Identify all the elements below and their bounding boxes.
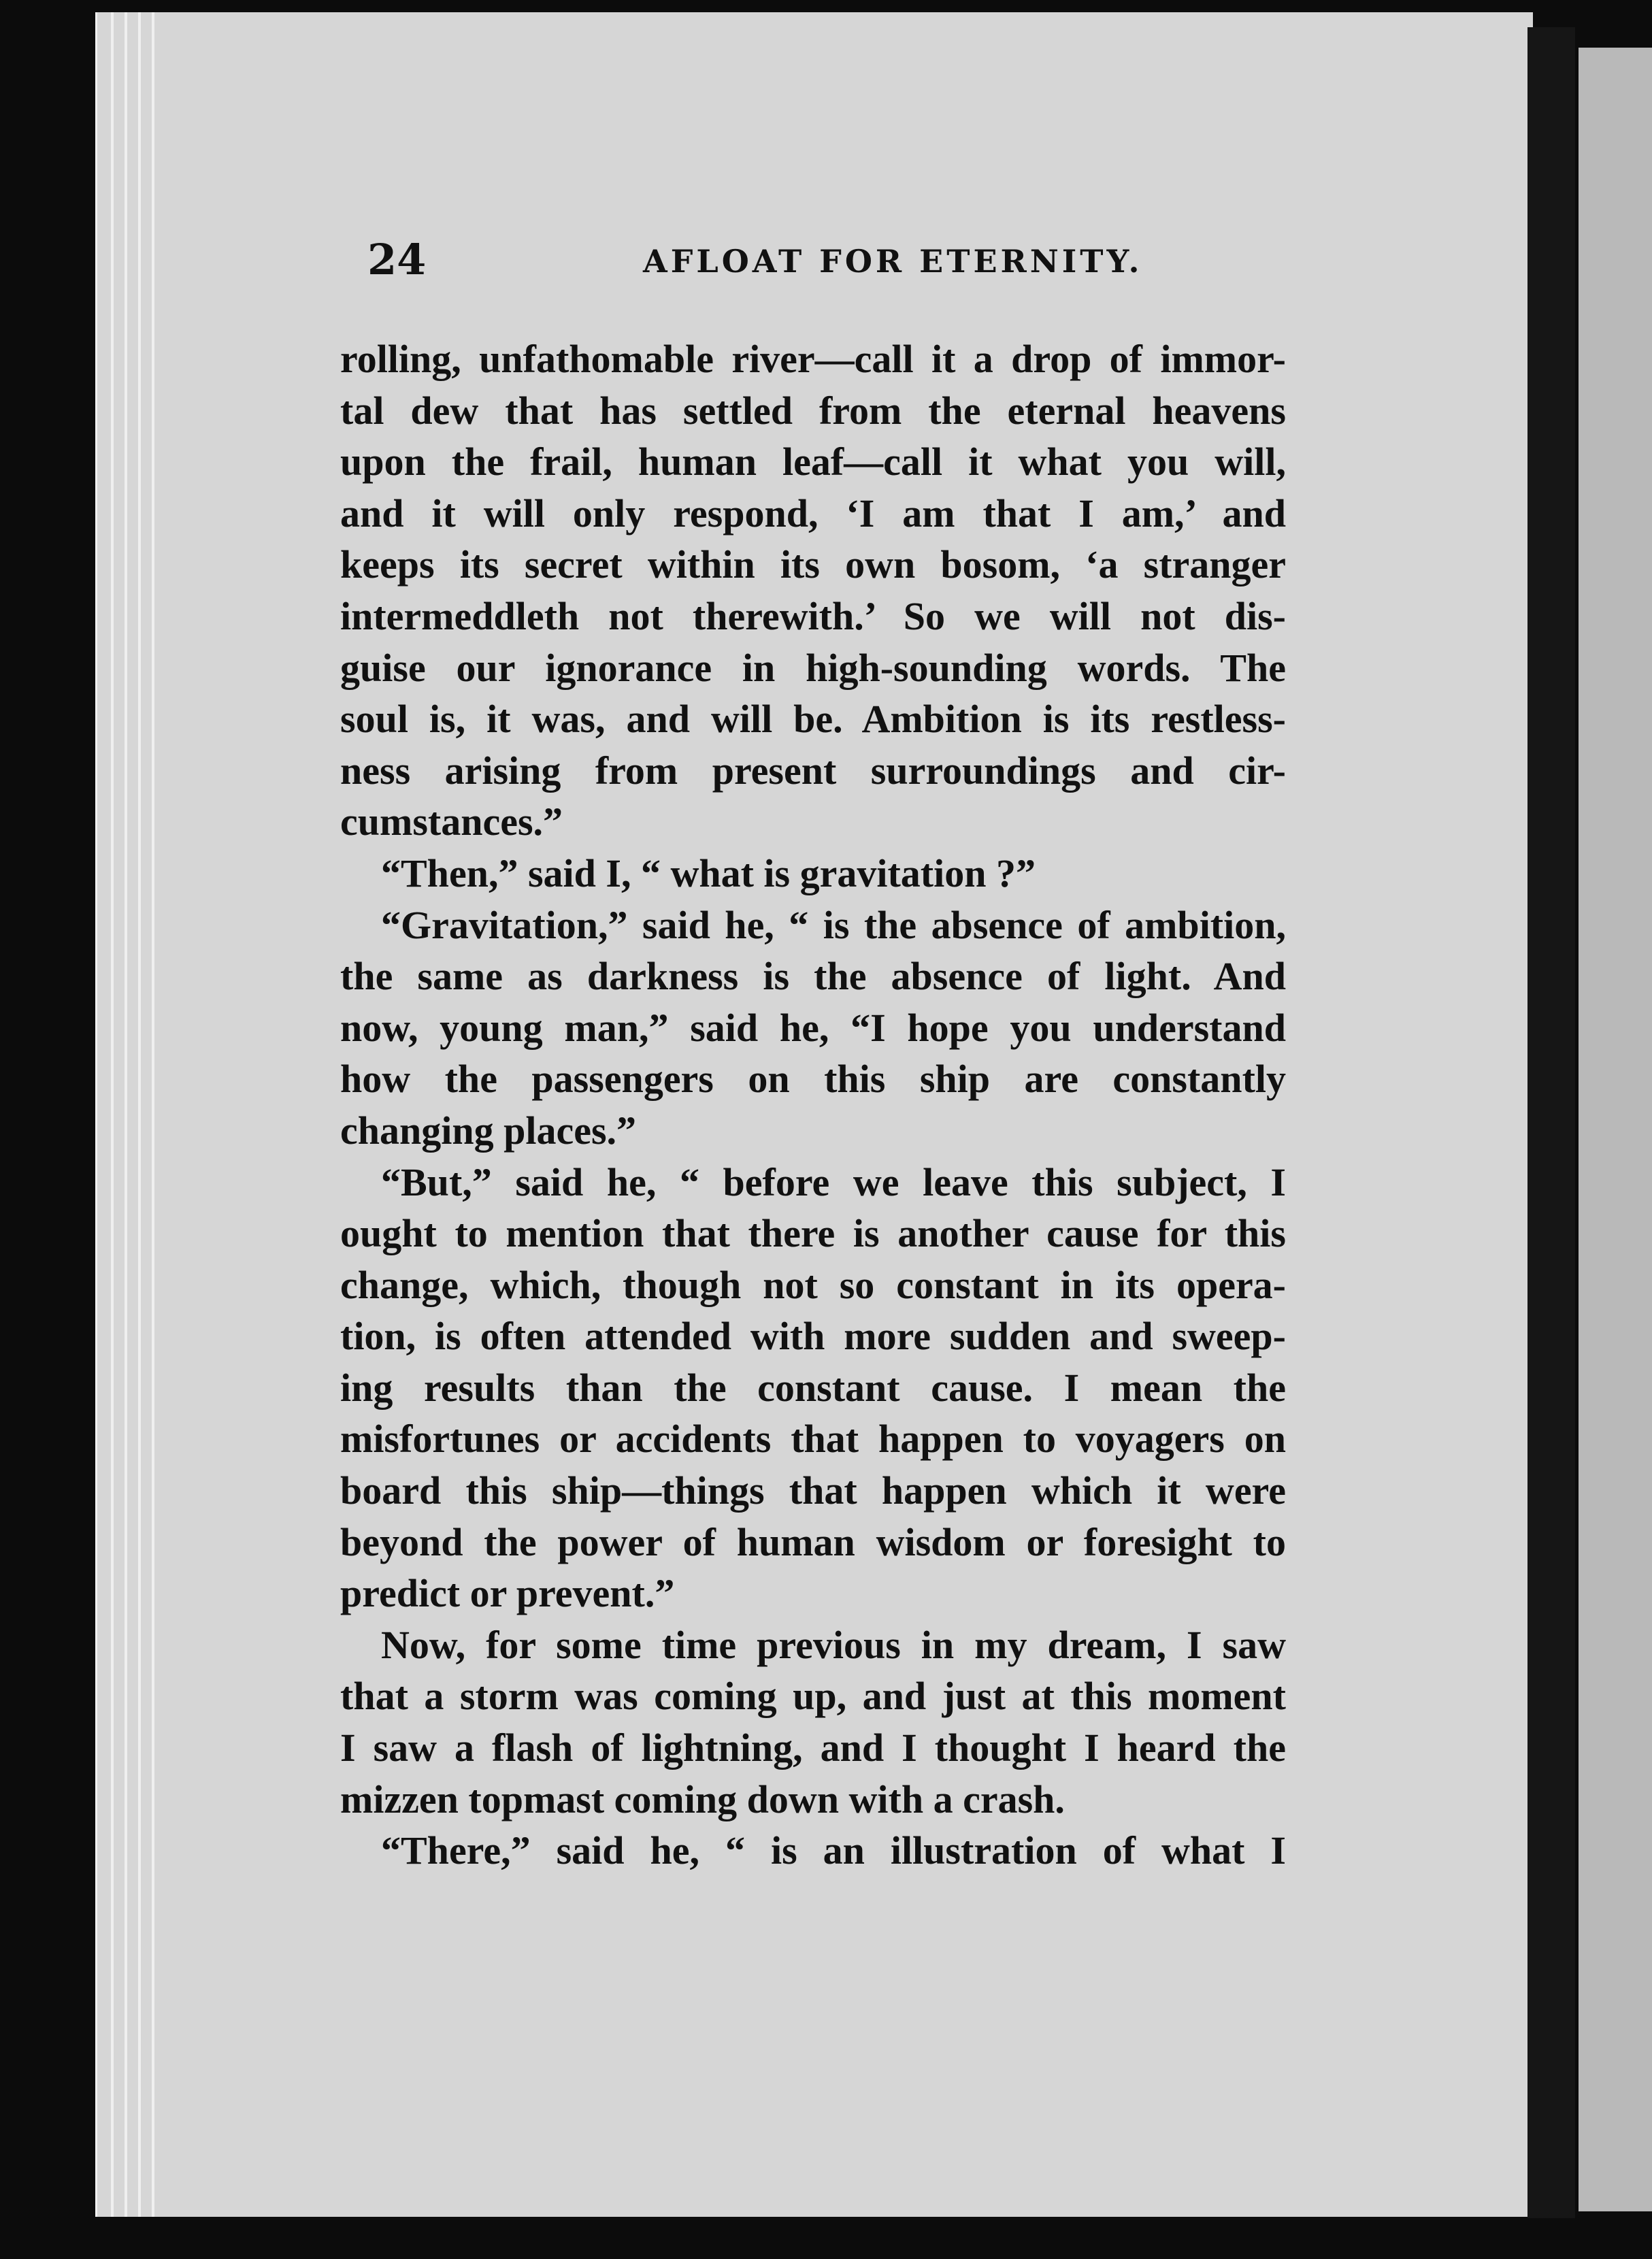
text-line: ing results than the constant cause. I mean the	[340, 1365, 1286, 1410]
text-line: now, young man,” said he, “I hope you understand	[340, 1005, 1286, 1050]
text-line: ness arising from present surroundings and cir-	[340, 748, 1286, 793]
text-line: “But,” said he, “ before we leave this subject, I	[381, 1159, 1286, 1204]
page-edge	[152, 12, 154, 2217]
running-title: AFLOAT FOR ETERNITY.	[643, 243, 1143, 280]
text-line: “Gravitation,” said he, “ is the absence of ambition,	[381, 902, 1286, 947]
text-line: that a storm was coming up, and just at this moment	[340, 1674, 1286, 1719]
page-edge	[111, 12, 114, 2217]
facing-page-edge	[1579, 48, 1652, 2211]
text-line: the same as darkness is the absence of light. And	[340, 954, 1286, 999]
text-line: change, which, though not so constant in its opera-	[340, 1262, 1286, 1307]
text-line: intermeddleth not therewith.’ So we will not dis-	[340, 593, 1286, 638]
text-line: guise our ignorance in high-sounding words. The	[340, 645, 1286, 690]
text-line: rolling, unfathomable river—call it a drop of immor-	[340, 337, 1286, 381]
text-line: changing places.”	[340, 1108, 637, 1153]
text-line: tal dew that has settled from the eternal heavens	[340, 388, 1286, 433]
body-text	[340, 333, 1286, 1877]
text-line: misfortunes or accidents that happen to voyagers on	[340, 1417, 1286, 1462]
text-line: mizzen topmast coming down with a crash.	[340, 1777, 1065, 1821]
text-line: beyond the power of human wisdom or foresight to	[340, 1519, 1286, 1564]
text-line: soul is, it was, and will be. Ambition is its restless-	[340, 697, 1286, 742]
page-number: 24	[367, 235, 427, 284]
text-line: and it will only respond, ‘I am that I am,’ and	[340, 491, 1286, 535]
text-line: upon the frail, human leaf—call it what you will,	[340, 440, 1286, 484]
text-line: “There,” said he, “ is an illustration of what I	[381, 1828, 1286, 1873]
text-line: Now, for some time previous in my dream, I saw	[381, 1622, 1286, 1667]
page-header	[367, 235, 1252, 296]
text-line: predict or prevent.”	[340, 1571, 675, 1616]
text-line: keeps its secret within its own bosom, ‘a stranger	[340, 542, 1286, 587]
text-line: cumstances.”	[340, 799, 563, 844]
text-line: how the passengers on this ship are constantly	[340, 1057, 1286, 1102]
text-line: ought to mention that there is another cause for this	[340, 1211, 1286, 1256]
page-edge	[125, 12, 127, 2217]
book-spine	[1527, 27, 1575, 2218]
text-line: I saw a flash of lightning, and I thought I heard the	[340, 1726, 1286, 1770]
text-line: board this ship—things that happen which it were	[340, 1468, 1286, 1513]
text-line: tion, is often attended with more sudden and sweep-	[340, 1314, 1286, 1359]
text-line: “Then,” said I, “ what is gravitation ?”	[381, 851, 1036, 895]
page-edge	[138, 12, 141, 2217]
